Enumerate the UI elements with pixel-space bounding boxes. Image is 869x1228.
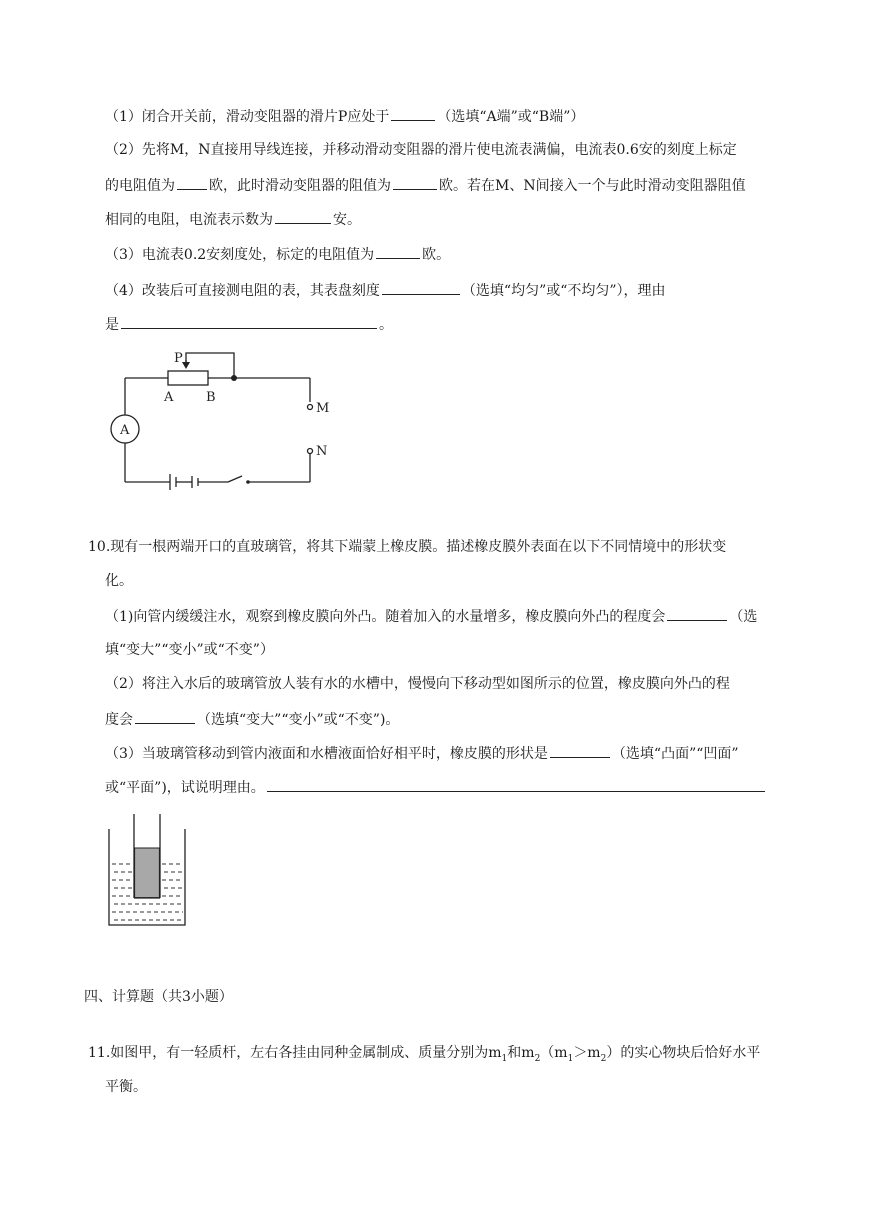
q10-line1: 10.现有一根两端开口的直玻璃管，将其下端蒙上橡皮膜。描述橡皮膜外表面在以下不同情境中的形状变 xyxy=(88,539,727,555)
answer-blank[interactable] xyxy=(382,280,460,295)
answer-blank[interactable] xyxy=(376,244,420,259)
answer-blank[interactable] xyxy=(391,106,435,121)
label-a: A xyxy=(164,390,174,405)
q10-part1-line2: 填“变大”“变小”或“不变”） xyxy=(105,642,274,658)
section-heading: 四、计算题（共3小题） xyxy=(84,989,233,1005)
answer-blank[interactable] xyxy=(135,709,195,724)
label-n: N xyxy=(316,444,328,459)
circuit-diagram xyxy=(100,345,340,495)
answer-blank[interactable] xyxy=(267,777,765,792)
answer-blank[interactable] xyxy=(275,209,331,224)
q11-line2: 平衡。 xyxy=(105,1079,147,1095)
q9-part3: （3）电流表0.2安刻度处，标定的电阻值为 欧。 xyxy=(105,244,450,265)
answer-blank[interactable] xyxy=(121,314,377,329)
water-tank-diagram xyxy=(105,812,195,930)
answer-blank[interactable] xyxy=(550,743,610,758)
q9-part2-line2: 的电阻值为 欧，此时滑动变阻器的阻值为 欧。若在M、N间接入一个与此时滑动变阻器阻值 xyxy=(105,175,746,196)
q9-part4-line1: （4）改装后可直接测电阻的表，其表盘刻度 （选填“均匀”或“不均匀”），理由 xyxy=(105,280,666,301)
label-m: M xyxy=(316,401,330,416)
slider-arrow-icon xyxy=(182,362,190,369)
q10-part2-line1: （2）将注入水后的玻璃管放人装有水的水槽中，慢慢向下移动型如图所示的位置，橡皮膜向外凸的程 xyxy=(105,676,730,692)
q10-part2-line2: 度会 （选填“变大”“变小”或“不变”)。 xyxy=(105,709,399,730)
q10-part1-line1: （1)向管内缓缓注水，观察到橡皮膜向外凸。随着加入的水量增多，橡皮膜向外凸的程度会 （选 xyxy=(105,606,757,627)
q9-part1: （1）闭合开关前，滑动变阻器的滑片P应处于 （选填“A端”或“B端”） xyxy=(105,106,584,127)
q10-part3-line1: （3）当玻璃管移动到管内液面和水槽液面恰好相平时，橡皮膜的形状是 （选填“凸面”“凹面” xyxy=(105,743,739,764)
label-p: P xyxy=(174,351,183,366)
answer-blank[interactable] xyxy=(667,606,727,621)
q9-part2-line1: （2）先将M，N直接用导线连接，并移动滑动变阻器的滑片使电流表满偏，电流表0.6安的刻度上标定 xyxy=(105,142,737,158)
q9-part2-line3: 相同的电阻，电流表示数为 安。 xyxy=(105,209,361,230)
answer-blank[interactable] xyxy=(177,175,207,190)
answer-blank[interactable] xyxy=(393,175,437,190)
q9-part4-line2: 是 。 xyxy=(105,314,393,335)
ammeter-label: A xyxy=(120,423,130,438)
label-b: B xyxy=(206,390,216,405)
q11-line1: 11.如图甲，有一轻质杆，左右各挂由同种金属制成、质量分别为$m_1$和$m_2(m_1>m_2)$的实心物块后恰好水平 xyxy=(88,1045,761,1064)
q10-part3-line2: 或“平面”)，试说明理由。 xyxy=(105,777,767,798)
q10-line2: 化。 xyxy=(105,573,133,589)
